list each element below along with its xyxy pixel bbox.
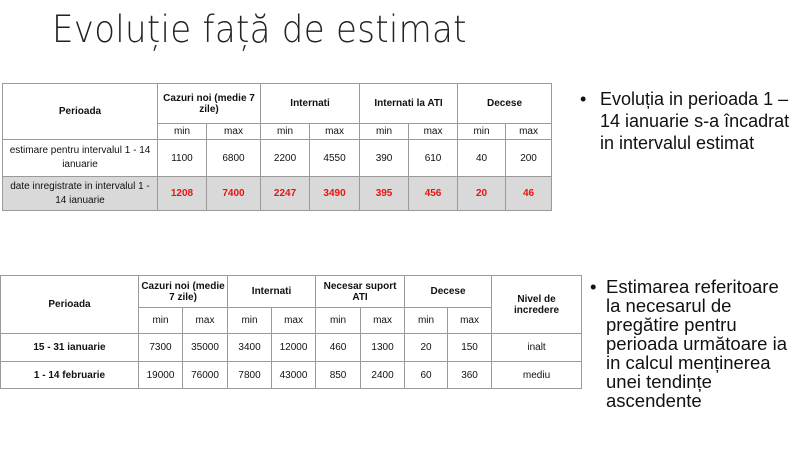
cell-value: 1100 [158,140,207,177]
cell-value: 460 [316,334,361,362]
bullet-item [590,277,798,410]
slide-title: Evoluție față de estimat [52,8,467,51]
bullet-list-evolution [580,88,794,154]
confidence-header: Nivel de incredere [492,276,582,334]
min-header: min [158,124,207,140]
cell-value: 40 [458,140,506,177]
cell-value: 43000 [272,362,316,389]
cell-value: 3400 [228,334,272,362]
row-label: estimare pentru intervalul 1 - 14 ianuarie [3,140,158,177]
cell-value-highlighted: 46 [506,177,552,211]
cell-value: 2200 [261,140,310,177]
group-header-new-cases: Cazuri noi (medie 7 zile) [139,276,228,308]
estimate-vs-actual-table [2,83,552,211]
cell-value: 76000 [183,362,228,389]
group-header-deaths: Decese [458,84,552,124]
cell-value-highlighted: 20 [458,177,506,211]
cell-value: 35000 [183,334,228,362]
cell-value: 1300 [361,334,405,362]
cell-value: 12000 [272,334,316,362]
min-header: min [261,124,310,140]
cell-value: 610 [409,140,458,177]
bullet-glyph: • [580,89,587,109]
max-header: max [409,124,458,140]
row-label: 15 - 31 ianuarie [1,334,139,362]
bullet-text: Estimarea referitoare la necesarul de pregătire pentru perioada următoare ia in calcul menținerea unei tendințe ascendente [606,276,787,411]
bullet-text: Evoluția in perioada 1 – 14 ianuarie s-a încadrat in intervalul estimat [600,89,790,153]
max-header: max [183,308,228,334]
group-header-deaths: Decese [405,276,492,308]
cell-value-highlighted: 7400 [207,177,261,211]
cell-value: 2400 [361,362,405,389]
bullet-list-forecast [590,277,798,410]
row-label: date inregistrate in intervalul 1 - 14 ianuarie [3,177,158,211]
group-header-icu-support: Necesar suport ATI [316,276,405,308]
cell-value: 360 [448,362,492,389]
group-header-hospitalized: Internati [228,276,316,308]
group-header-hospitalized: Internati [261,84,360,124]
cell-value-highlighted: 3490 [310,177,360,211]
cell-value: 20 [405,334,448,362]
bullet-glyph: • [590,276,597,297]
group-header-new-cases: Cazuri noi (medie 7 zile) [158,84,261,124]
cell-value: 200 [506,140,552,177]
max-header: max [361,308,405,334]
forecast-table [0,275,582,389]
group-header-icu: Internati la ATI [360,84,458,124]
max-header: max [310,124,360,140]
min-header: min [360,124,409,140]
cell-value: 850 [316,362,361,389]
cell-value-highlighted: 456 [409,177,458,211]
period-header: Perioada [3,84,158,140]
cell-value: 390 [360,140,409,177]
cell-value-highlighted: 1208 [158,177,207,211]
cell-value: 7300 [139,334,183,362]
cell-value-highlighted: 395 [360,177,409,211]
table-row [1,362,582,389]
max-header: max [448,308,492,334]
period-header: Perioada [1,276,139,334]
max-header: max [207,124,261,140]
cell-value: 4550 [310,140,360,177]
cell-value: 60 [405,362,448,389]
table-row [1,334,582,362]
min-header: min [139,308,183,334]
min-header: min [458,124,506,140]
row-label: 1 - 14 februarie [1,362,139,389]
table-row [3,140,552,177]
cell-value: 150 [448,334,492,362]
min-header: min [228,308,272,334]
min-header: min [316,308,361,334]
max-header: max [506,124,552,140]
confidence-value: inalt [492,334,582,362]
cell-value: 19000 [139,362,183,389]
cell-value: 7800 [228,362,272,389]
cell-value-highlighted: 2247 [261,177,310,211]
min-header: min [405,308,448,334]
table-row-highlighted [3,177,552,211]
max-header: max [272,308,316,334]
cell-value: 6800 [207,140,261,177]
confidence-value: mediu [492,362,582,389]
bullet-item [580,88,794,154]
